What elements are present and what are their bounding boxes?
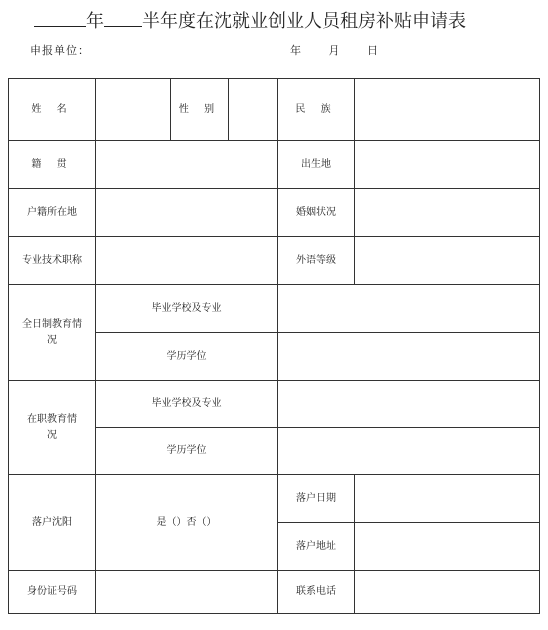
contact-phone-input[interactable] bbox=[355, 571, 539, 613]
foreign-language-label: 外语等级 bbox=[296, 254, 336, 266]
form-title bbox=[0, 6, 548, 34]
name-label: 姓 名 bbox=[31, 103, 73, 115]
title-rest: 半年度在沈就业创业人员租房补贴申请表 bbox=[142, 11, 466, 32]
year-blank[interactable] bbox=[34, 6, 86, 27]
household-location-input[interactable] bbox=[96, 189, 277, 236]
id-number-input[interactable] bbox=[96, 571, 277, 613]
gender-label: 性 别 bbox=[178, 103, 221, 115]
applicant-unit-label: 申报单位： bbox=[30, 44, 90, 57]
professional-title-label: 专业技术职称 bbox=[22, 254, 82, 266]
settle-shenyang-label: 落户沈阳 bbox=[32, 516, 72, 528]
application-table bbox=[8, 78, 540, 614]
degree-label-1: 学历学位 bbox=[166, 350, 207, 362]
school-major-input-1[interactable] bbox=[278, 285, 539, 332]
settle-date-label: 落户日期 bbox=[296, 492, 336, 504]
settle-address-label: 落户地址 bbox=[296, 540, 336, 552]
native-place-label: 籍 贯 bbox=[31, 158, 73, 170]
degree-input-2[interactable] bbox=[278, 428, 539, 474]
foreign-language-input[interactable] bbox=[355, 237, 539, 284]
id-number-label: 身份证号码 bbox=[27, 586, 77, 597]
date-label: 年 月 日 bbox=[290, 44, 379, 57]
half-year-blank[interactable] bbox=[104, 6, 142, 27]
birthplace-input[interactable] bbox=[355, 141, 539, 188]
professional-title-input[interactable] bbox=[96, 237, 277, 284]
native-place-input[interactable] bbox=[96, 141, 277, 188]
fulltime-education-label: 全日制教育情况 bbox=[22, 318, 82, 346]
yes-no-choice[interactable]: 是（）否（） bbox=[156, 516, 217, 528]
name-input[interactable] bbox=[96, 79, 170, 140]
contact-phone-label: 联系电话 bbox=[296, 586, 336, 597]
degree-label-2: 学历学位 bbox=[166, 445, 207, 456]
marital-status-label: 婚姻状况 bbox=[296, 206, 336, 218]
settle-date-input[interactable] bbox=[355, 475, 539, 522]
title-year-suffix: 年 bbox=[86, 11, 104, 32]
ethnicity-input[interactable] bbox=[355, 79, 539, 140]
birthplace-label: 出生地 bbox=[301, 158, 331, 170]
ethnicity-label: 民 族 bbox=[295, 103, 337, 115]
school-major-label-2: 毕业学校及专业 bbox=[151, 398, 222, 409]
settle-address-input[interactable] bbox=[355, 523, 539, 570]
onjob-education-label: 在职教育情况 bbox=[27, 413, 77, 441]
degree-input-1[interactable] bbox=[278, 333, 539, 380]
gender-input[interactable] bbox=[229, 79, 277, 140]
household-location-label: 户籍所在地 bbox=[27, 206, 77, 218]
school-major-label-1: 毕业学校及专业 bbox=[151, 302, 222, 314]
marital-status-input[interactable] bbox=[355, 189, 539, 236]
school-major-input-2[interactable] bbox=[278, 381, 539, 427]
